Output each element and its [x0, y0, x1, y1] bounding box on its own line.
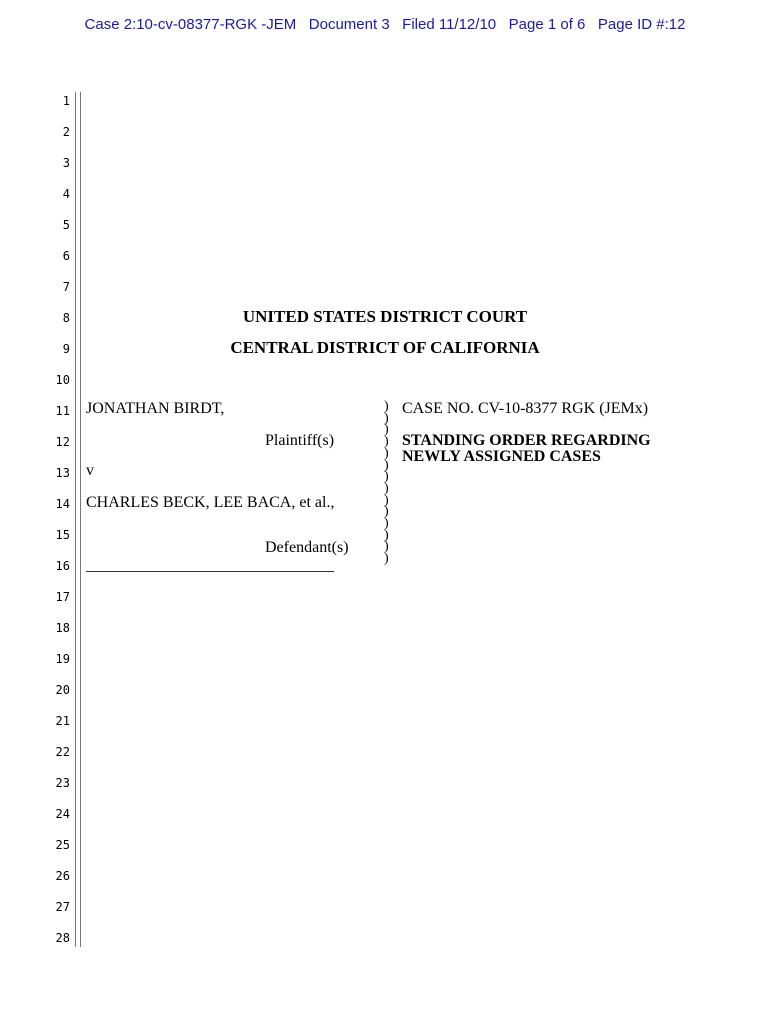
line-number: 26: [55, 869, 70, 883]
case-number: CASE NO. CV-10-8377 RGK (JEMx): [402, 400, 649, 417]
line-number: 13: [55, 466, 70, 480]
line-number: 3: [62, 156, 70, 170]
line-number: 9: [62, 342, 70, 356]
header-page: Page 1 of 6: [508, 16, 586, 33]
line-number: 1: [62, 94, 70, 108]
line-number: 19: [55, 652, 70, 666]
document-title-line-1: STANDING ORDER REGARDING: [402, 432, 651, 449]
line-number: 27: [55, 900, 70, 914]
line-number: 8: [62, 311, 70, 325]
line-number: 18: [55, 621, 70, 635]
defendant-name: CHARLES BECK, LEE BACA, et al.,: [86, 494, 335, 511]
court-name: UNITED STATES DISTRICT COURT: [242, 307, 528, 326]
line-number: 4: [62, 187, 70, 201]
signature-line: _______________________________: [86, 557, 334, 574]
line-number: 22: [55, 745, 70, 759]
line-number: 7: [62, 280, 70, 294]
line-number: 21: [55, 714, 70, 728]
line-number: 25: [55, 838, 70, 852]
plaintiff-name: JONATHAN BIRDT,: [86, 400, 225, 417]
document-title-line-2: NEWLY ASSIGNED CASES: [402, 448, 601, 465]
pleading-margin-rule: [75, 92, 81, 947]
line-number: 20: [55, 683, 70, 697]
header-page-id: Page ID #:12: [597, 16, 686, 33]
line-number: 5: [62, 218, 70, 232]
defendant-role: Defendant(s): [265, 539, 349, 556]
line-number: 16: [55, 559, 70, 573]
line-number: 14: [55, 497, 70, 511]
line-number: 23: [55, 776, 70, 790]
caption-parentheses: ) ) ) ) ) ) ) ) ) ) ) ) ) ): [384, 399, 389, 567]
document-header: [0, 16, 770, 33]
line-number: 10: [55, 373, 70, 387]
line-number: 17: [55, 590, 70, 604]
line-number: 24: [55, 807, 70, 821]
line-number: 2: [62, 125, 70, 139]
header-filed: Filed 11/12/10: [402, 16, 497, 33]
versus: v: [86, 462, 94, 479]
line-number: 28: [55, 931, 70, 945]
line-number: 15: [55, 528, 70, 542]
line-number: 11: [55, 404, 70, 418]
court-district: CENTRAL DISTRICT OF CALIFORNIA: [230, 338, 540, 357]
header-case-number: Case 2:10-cv-08377-RGK -JEM: [84, 16, 297, 33]
plaintiff-role: Plaintiff(s): [265, 432, 335, 449]
header-document: Document 3: [308, 16, 390, 33]
line-number: 12: [55, 435, 70, 449]
line-number: 6: [62, 249, 70, 263]
